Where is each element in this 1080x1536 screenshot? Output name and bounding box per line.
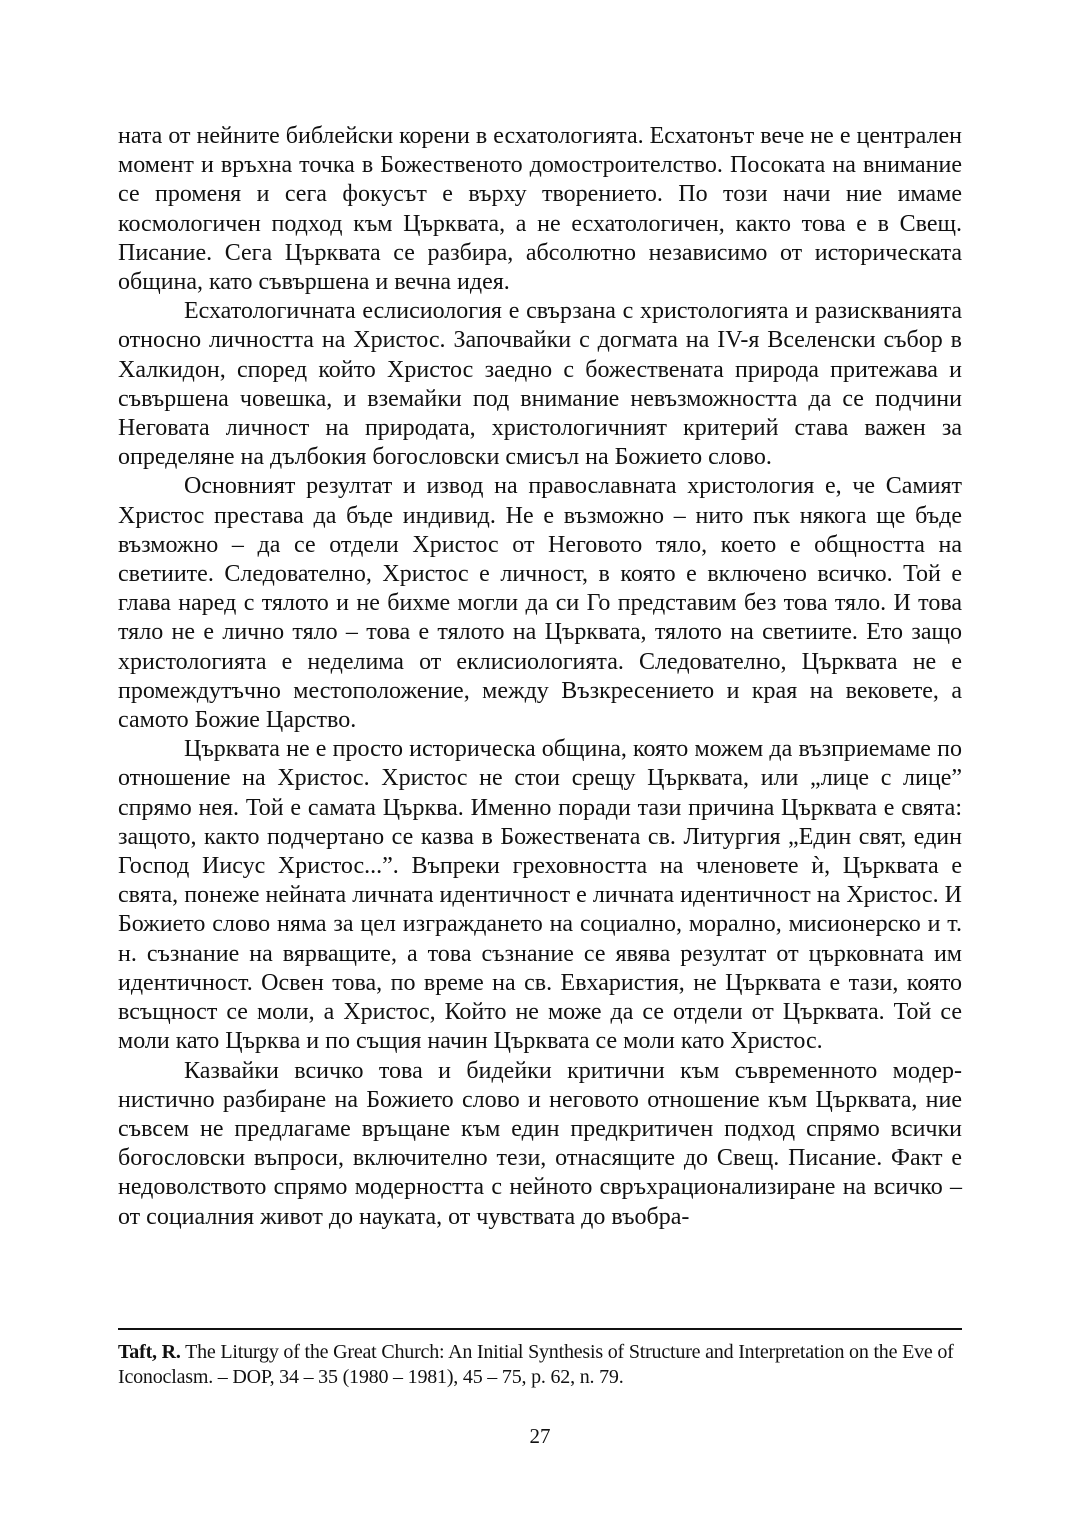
- paragraph-4: Църквата не е просто историческа община, която можем да възприемаме по отношение на Христос. Христос не стои срещу Църквата, или „лице с лице” спрямо нея. Той е самата Църква. Именно поради тази причина Църквата е свята: защото, както подчертано се казва в Божествената св. Литургия „Един свят, един Господ Иисус Христос...”. Въпреки греховността на членовете ѝ, Църквата е свята, понеже нейната личната идентичност е личната идентичност на Христос. И Божието слово няма за цел изграждането на социално, морално, мисионерско и т. н. съзнание на вярващите, а това съзнание се явява резултат от църковната им идентичност. Освен това, по време на св. Евхаристия, не Църквата е тази, която всъщност се моли, а Христос, Който не може да се отдели от Църквата. Той се моли като Църква и по същия начин Църквата се моли като Христос.: [118, 736, 962, 1055]
- paragraph-3: Основният резултат и извод на православната христология е, че Самият Христос престава да бъде индивид. Не е възможно – нито пък някога ще бъде възможно – да се отдели Христос от Неговото тяло, което е общността на светиите. Следователно, Христос е личност, в която е включено всичко. Той е глава наред с тялото и не бихме могли да си Го представим без това тяло. И това тяло не е лично тяло – това е тялото на Църквата, тялото на светиите. Ето защо христологията е неделима от еклисиологията. Следователно, Църквата не е промеждутъчно местоположение, между Възкресението и края на вековете, а самото Божие Царство.: [118, 473, 962, 734]
- footnote-divider: [118, 1328, 962, 1330]
- paragraph-2: Есхатологичната еслисиология е свързана с христологията и разискванията относно личността на Христос. Започвайки с догмата на IV-я Вселенски събор в Халкидон, според който Христос заедно с божествената природа притежава и съвършена човешка, и вземайки под внимание невъзможността да се подчини Неговата личност на природата, христологичният критерий става важен за определяне на дълбокия богословски смисъл на Божието слово.: [118, 298, 962, 471]
- page-body: [118, 122, 962, 1232]
- footnote-text: The Liturgy of the Great Church: An Initial Synthesis of Structure and Interpretation on the Eve of Iconoclasm. – DOP, 34 – 35 (1980 – 1981), 45 – 75, p. 62, n. 79.: [118, 1341, 954, 1388]
- footnote: [118, 1340, 962, 1390]
- paragraph-1: ната от нейните библейски корени в есхатологията. Есхатонът вече не е централен момент и връхна точка в Божественото домостроителство. Посоката на внимание се променя и сега фокусът е върху творението. По този начи ние имаме космологичен подход към Църквата, а не есхатологичен, както това е в Свещ. Писание. Сега Църквата се разбира, абсолютно независимо от историческата община, като съвършена и вечна идея.: [118, 123, 962, 296]
- page-number: 27: [529, 1424, 551, 1448]
- main-text: [118, 122, 962, 1232]
- paragraph-5: Казвайки всичко това и бидейки критични към съвременното модернистично разбиране на Божието слово и неговото отношение към Църквата, ние съвсем не предлагаме връщане към един предкритичен подход спрямо всички богословски въпроси, включително тези, отнасящите до Свещ. Писание. Факт е недоволството спрямо модерността с нейното свръхрационализиране на всичко – от социалния живот до науката, от чувствата до въобра-: [118, 1057, 962, 1230]
- footnote-author: Taft, R.: [118, 1341, 181, 1363]
